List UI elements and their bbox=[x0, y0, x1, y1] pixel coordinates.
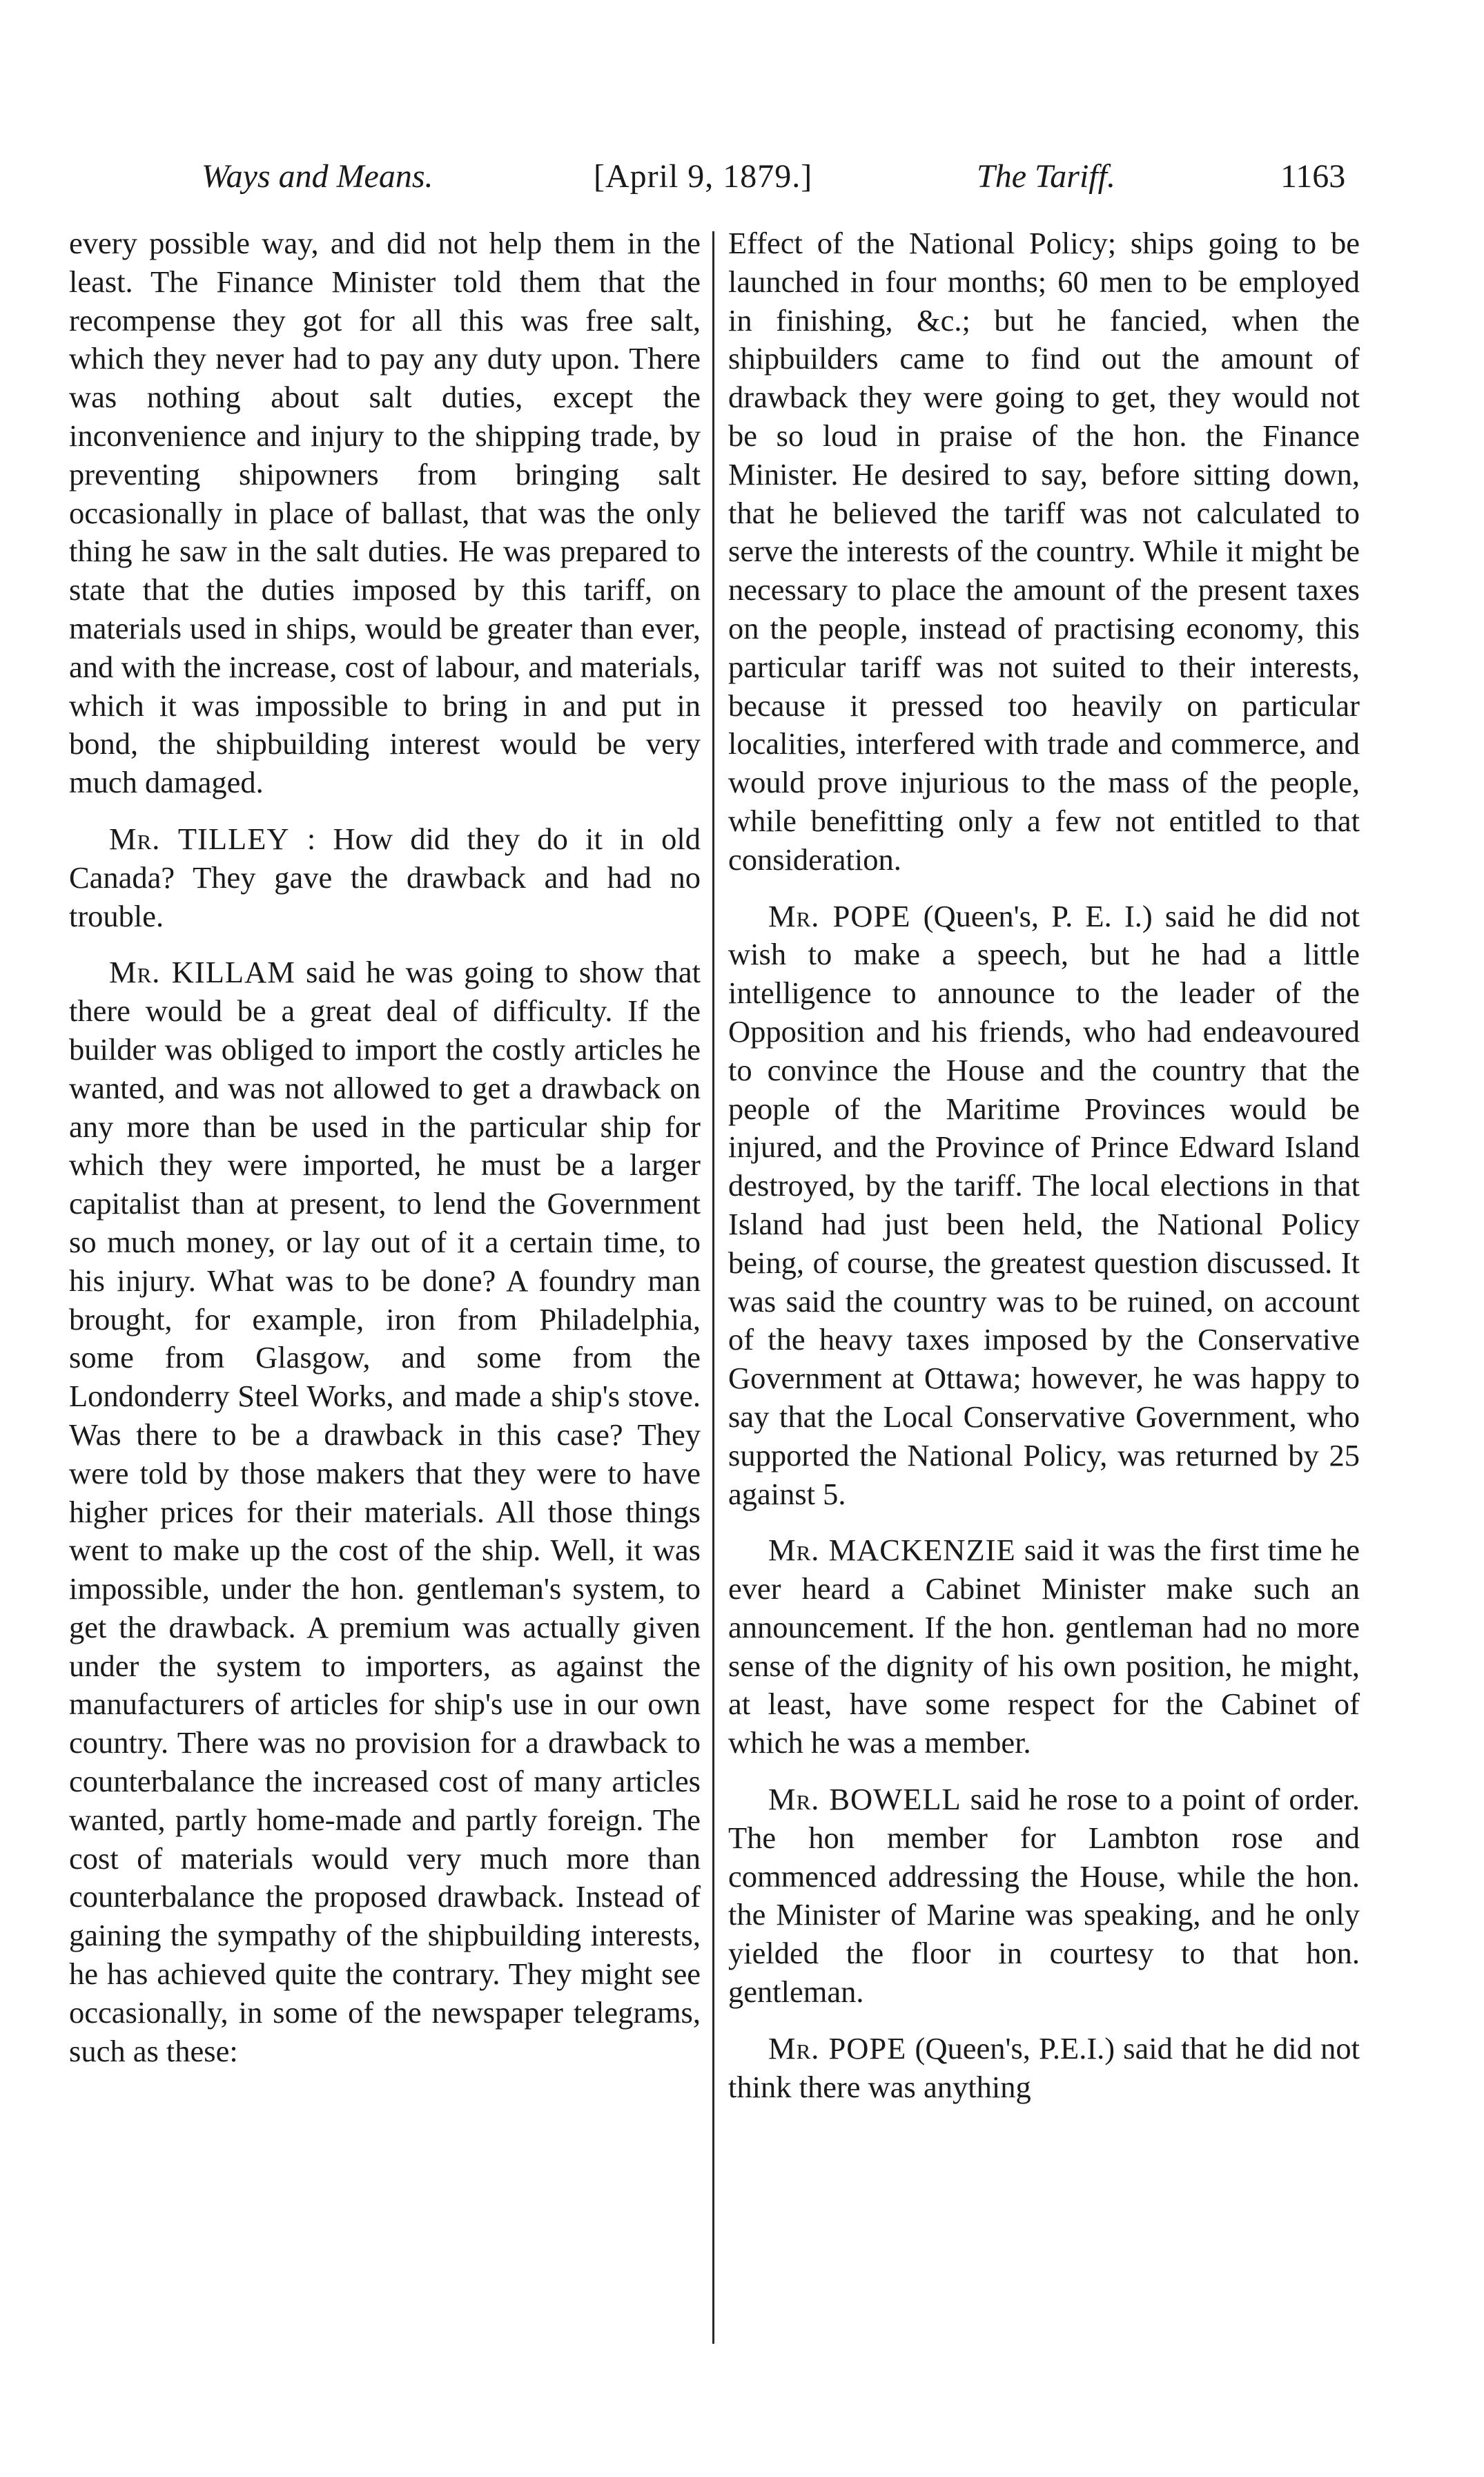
paragraph bbox=[728, 2030, 1360, 2107]
paragraph bbox=[728, 224, 1360, 880]
paragraph-text: : How did they do it in old Canada? They gave the drawback and had no trouble. bbox=[69, 821, 701, 933]
speaker-name: Mr. BOWELL bbox=[768, 1782, 961, 1817]
speaker-name: Mr. MACKENZIE bbox=[768, 1533, 1016, 1568]
speaker-name: Mr. POPE bbox=[768, 898, 911, 933]
paragraph bbox=[69, 953, 701, 2070]
speaker-name: Mr. KILLAM bbox=[109, 955, 295, 990]
header-section-title: Ways and Means. bbox=[202, 158, 433, 195]
header-topic: The Tariff. bbox=[977, 158, 1115, 195]
paragraph bbox=[728, 1531, 1360, 1762]
paragraph-text: (Queen's, P.E.I.) said that he did not think there was anything bbox=[728, 2030, 1360, 2104]
paragraph-text: said he rose to a point of order. The hon member for Lambton rose and commenced addressing the House, while the hon. the Minister of Marine was speaking, and he only yielded the floor in courtesy to that hon. gentleman. bbox=[728, 1782, 1360, 2010]
paragraph bbox=[728, 897, 1360, 1514]
speaker-name: Mr. POPE bbox=[768, 2030, 907, 2066]
paragraph-text: (Queen's, P. E. I.) said he did not wish to make a speech, but he had a little intelligence to announce to the leader of the Opposition and his friends, who had endeavoured to convince the House and the country that the people of the Maritime Provinces would be injured, and the Province of Prince Edward Island destroyed, by the tariff. The local elections in that Island had just been held, the National Policy being, of course, the greatest question discussed. It was said the country was to be ruined, on account of the heavy taxes imposed by the Conservative Government at Ottawa; however, he was happy to say that the Local Conservative Government, who supported the National Policy, was returned by 25 against 5. bbox=[728, 898, 1360, 1511]
column-divider bbox=[712, 231, 714, 2344]
paragraph-text: every possible way, and did not help them in the least. The Finance Minister told them that the recompense they got for all this was free salt, which they never had to pay any duty upon. There was nothing about salt duties, except the inconvenience and injury to the shipping trade, by preventing shipowners from bringing salt occasionally in place of ballast, that was the only thing he saw in the salt duties. He was prepared to state that the duties imposed by this tariff, on materials used in ships, would be greater than ever, and with the increase, cost of labour, and materials, which it was impossible to bring in and put in bond, the shipbuilding interest would be very much damaged. bbox=[69, 226, 701, 800]
running-header bbox=[186, 150, 1360, 213]
left-column bbox=[69, 224, 701, 2070]
paragraph-text: said it was the first time he ever heard a Cabinet Minister make such an announcement. If the hon. gentleman had no more sense of the dignity of his own position, he might, at least, have some respect for the Cabinet of which he was a member. bbox=[728, 1533, 1360, 1760]
paragraph bbox=[69, 820, 701, 935]
speaker-name: Mr. TILLEY bbox=[109, 821, 290, 856]
paragraph bbox=[69, 224, 701, 802]
paragraph-text: said he was going to show that there would be a great deal of difficulty. If the builder was obliged to import the costly articles he wanted, and was not allowed to get a drawback on any more than be used in the particular ship for which they were imported, he must be a larger capitalist than at present, to lend the Government so much money, or lay out of it a certain time, to his injury. What was to be done? A foundry man brought, for example, iron from Philadelphia, some from Glasgow, and some from the Londonderry Steel Works, and made a ship's stove. Was there to be a drawback in this case? They were told by those makers that they were to have higher prices for their materials. All those things went to make up the cost of the ship. Well, it was impossible, under the hon. gentleman's system, to get the drawback. A premium was actually given under the system to importers, as against the manufacturers of articles for ship's use in our own country. There was no provision for a drawback to counterbalance the increased cost of many articles wanted, partly home-made and partly foreign. The cost of materials would very much more than counterbalance the proposed drawback. Instead of gaining the sympathy of the shipbuilding interests, he has achieved quite the contrary. They might see occasionally, in some of the newspaper telegrams, such as these: bbox=[69, 955, 701, 2068]
right-column bbox=[728, 224, 1360, 2106]
page-number: 1163 bbox=[1280, 158, 1346, 195]
paragraph bbox=[728, 1780, 1360, 2012]
paragraph-text: Effect of the National Policy; ships going to be launched in four months; 60 men to be employed in finishing, &c.; but he fancied, when the shipbuilders came to find out the amount of drawback they were going to get, they would not be so loud in praise of the hon. the Finance Minister. He desired to say, before sitting down, that he believed the tariff was not calculated to serve the interests of the country. While it might be necessary to place the amount of the present taxes on the people, instead of practising economy, this particular tariff was not suited to their interests, because it pressed too heavily on particular localities, interfered with trade and commerce, and would prove injurious to the mass of the people, while benefitting only a few not entitled to that consideration. bbox=[728, 226, 1360, 877]
header-date: [April 9, 1879.] bbox=[594, 158, 813, 195]
